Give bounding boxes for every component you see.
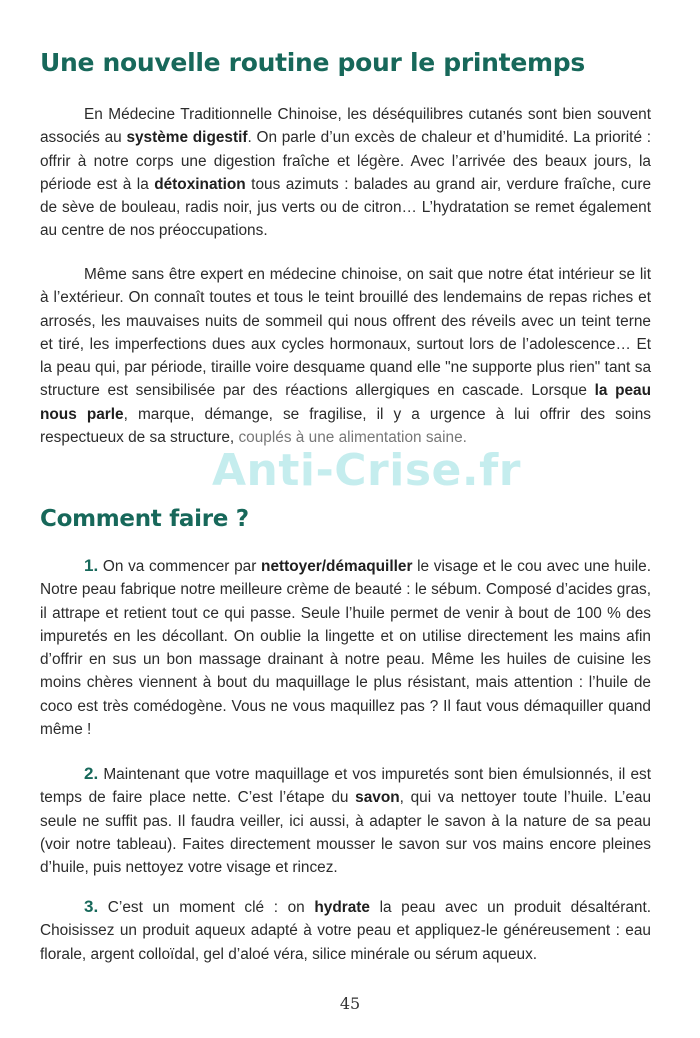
intro-paragraph-1 <box>40 103 651 243</box>
watermark: Anti-Crise.fr <box>212 445 521 496</box>
bold-term: la peau nous parle <box>40 382 651 423</box>
step-number: 3. <box>84 897 99 916</box>
bold-term: système digestif <box>126 129 248 147</box>
step-2-paragraph <box>40 762 651 879</box>
bold-term: hydrate <box>314 899 370 916</box>
text-run: Maintenant que votre maquillage et vos impuretés sont bien émulsionnés, il est temps de faire place nette. C’est l’étape du <box>40 766 651 807</box>
bold-term: détoxination <box>154 175 246 193</box>
page-number: 45 <box>339 994 361 1013</box>
text-run: Même sans être expert en médecine chinoise, on sait que notre état intérieur se lit à l’extérieur. On connaît toutes et tous le teint brouillé des lendemains de repas riches et arrosés, les mauvaises nuits de sommeil qui nous offrent des réveils avec un teint terne et tiré, les imperfections dues aux cycles hormonaux, surtout lors de l’adolescence… Et la peau qui, par période, tiraille voire desquame quand elle "ne supporte plus rien" tant sa structure est sensibilisée par des réactions allergiques en cascade. Lorsque <box>40 266 651 400</box>
step-1-paragraph <box>40 554 651 741</box>
intro-paragraph-2 <box>40 263 651 449</box>
text-run: le visage et le cou avec une huile. Notre peau fabrique notre meilleure crème de beauté : le sébum. Composé d’acides gras, il attrape et retient tout ce qui passe. Seule l’huile permet de venir à bout de 100 % des impuretés en les décollant. On oublie la lingette et on utilise directement les mains afin d’offrir en sus un bon massage drainant à notre peau. Même les huiles de cuisine les moins chères viennent à bout du maquillage le plus résistant, mais attention : l’huile de coco est très comédogène. Vous ne vous maquillez pas ? Il faut vous démaquiller quand même ! <box>40 558 651 739</box>
section-title: Comment faire ? <box>40 506 249 532</box>
text-run: , qui va nettoyer toute l’huile. L’eau seule ne suffit pas. Il faudra veiller, ici aussi, à adapter le savon à la nature de sa peau (voir notre tableau). Faites directement mousser le savon sur vos mains encore pleines d’huile, puis nettoyez votre visage et rincez. <box>40 789 651 877</box>
text-run: la peau avec un produit désaltérant. Choisissez un produit aqueux adapté à votre peau et appliquez-le généreusement : eau florale, argent colloïdal, gel d’aloé véra, silice minérale ou sérum aqueux. <box>40 899 651 963</box>
text-run: C’est un moment clé : on <box>98 899 315 916</box>
step-number: 1. <box>84 556 99 575</box>
text-run: On va commencer par <box>98 558 262 575</box>
step-3-paragraph <box>40 895 651 966</box>
text-run: , marque, démange, se fragilise, il y a urgence à lui offrir des soins respectueux de sa structure, <box>40 405 651 447</box>
text-run: tous azimuts : balades au grand air, verdure fraîche, cure de sève de bouleau, radis noir, jus verts ou de citron… L’hydratation se remet également au centre de nos préoccupations. <box>40 175 651 240</box>
bold-term: nettoyer/démaquiller <box>261 558 413 575</box>
text-run: En Médecine Traditionnelle Chinoise, les déséquilibres cutanés sont bien souvent associés au <box>40 106 651 147</box>
text-run: . On parle d’un excès de chaleur et d’humidité. La priorité : offrir à notre corps une digestion fraîche et légère. Avec l’arrivée des beaux jours, la période est à la <box>40 129 652 193</box>
step-number: 2. <box>84 764 99 783</box>
bold-term: savon <box>355 789 400 807</box>
page-title: Une nouvelle routine pour le printemps <box>40 48 585 77</box>
faded-text-run: couplés à une alimentation saine. <box>238 429 467 447</box>
